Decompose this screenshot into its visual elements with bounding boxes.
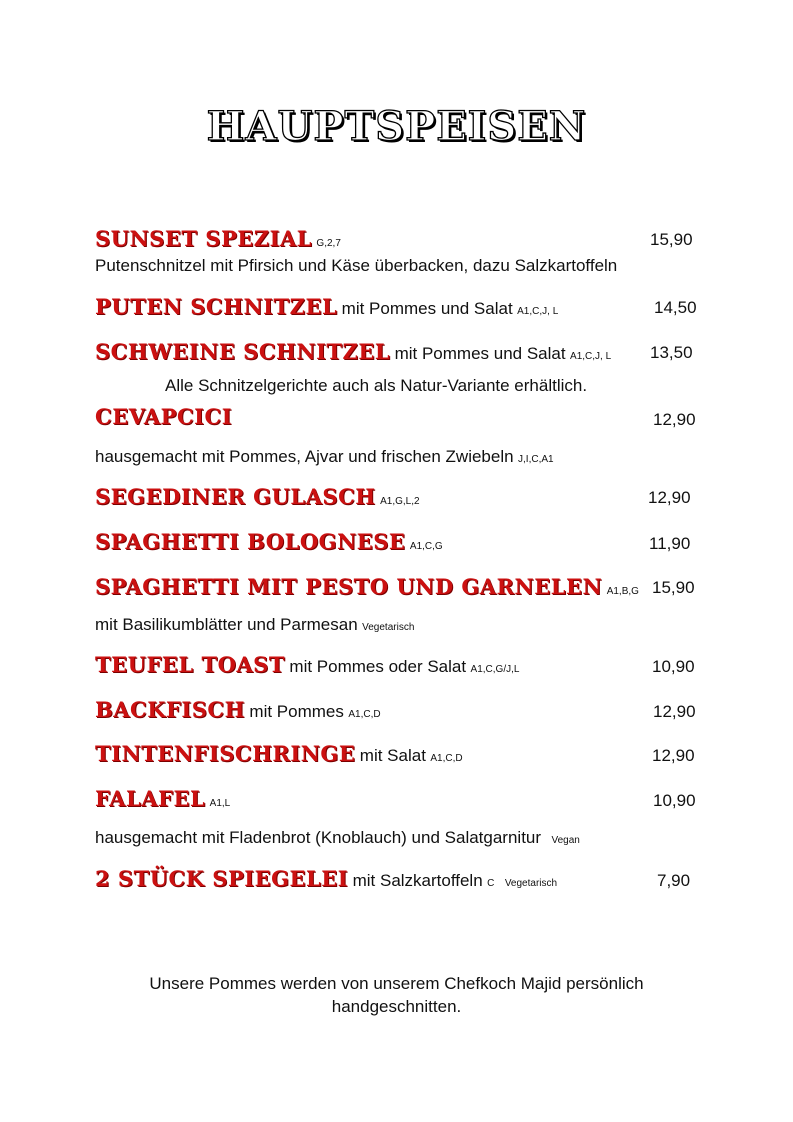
menu-item-puten-schnitzel: [95, 294, 558, 319]
dish-price: 10,90: [652, 657, 695, 676]
dish-side: mit Pommes und Salat: [394, 344, 566, 363]
allergen-codes: A1,C,J, L: [570, 351, 612, 362]
allergen-codes: A1,C,G/J,L: [470, 664, 520, 675]
dish-side: mit Salat: [359, 746, 426, 765]
menu-item-spaghetti-pesto-garnelen: [95, 574, 639, 599]
allergen-codes: A1,L: [209, 798, 231, 809]
dish-name: SUNSET SPEZIAL: [95, 226, 312, 251]
dish-price: 12,90: [652, 746, 695, 765]
allergen-codes: A1,C,D: [430, 753, 463, 764]
menu-item-falafel: [95, 786, 230, 811]
dish-name: SCHWEINE SCHNITZEL: [95, 339, 391, 364]
menu-item-teufel-toast: [95, 652, 519, 677]
allergen-codes: A1,C,J, L: [517, 306, 559, 317]
menu-item-sunset-spezial: [95, 226, 341, 251]
dish-price: 14,50: [654, 298, 697, 317]
dish-price: 12,90: [653, 702, 696, 721]
dish-description-row: [95, 447, 554, 467]
dish-name: TINTENFISCHRINGE: [95, 741, 356, 766]
dish-description: hausgemacht mit Pommes, Ajvar und frischen Zwiebeln: [95, 447, 514, 466]
dish-name: SEGEDINER GULASCH: [95, 484, 376, 509]
footer-line-2: handgeschnitten.: [331, 997, 462, 1016]
dish-description: hausgemacht mit Fladenbrot (Knoblauch) und Salatgarnitur: [95, 828, 542, 847]
footer-line-1: Unsere Pommes werden von unserem Chefkoch Majid persönlich: [149, 974, 644, 993]
dish-price: 13,50: [650, 343, 693, 362]
allergen-codes: G,2,7: [316, 238, 341, 249]
menu-item-spaghetti-bolognese: [95, 529, 443, 554]
dish-description-row: [95, 615, 414, 635]
dish-side: mit Salzkartoffeln: [352, 871, 483, 890]
allergen-codes: A1,B,G: [606, 586, 639, 597]
menu-item-backfisch: [95, 697, 381, 722]
dish-price: 12,90: [648, 488, 691, 507]
dish-name: PUTEN SCHNITZEL: [95, 294, 338, 319]
footer-note: [0, 972, 793, 1018]
allergen-codes: C: [487, 878, 495, 889]
dish-name: FALAFEL: [95, 786, 206, 811]
allergen-codes: J,I,C,A1: [518, 454, 554, 465]
dish-description: mit Basilikumblätter und Parmesan: [95, 615, 358, 634]
dish-description-row: [95, 828, 580, 848]
dish-name: CEVAPCICI: [95, 404, 233, 429]
allergen-codes: A1,C,G: [409, 541, 443, 552]
diet-tag: Vegetarisch: [504, 878, 558, 889]
menu-item-segediner-gulasch: [95, 484, 420, 509]
diet-tag: Vegan: [551, 835, 580, 846]
dish-price: 10,90: [653, 791, 696, 810]
diet-tag: Vegetarisch: [362, 622, 415, 633]
schnitzel-note: Alle Schnitzelgerichte auch als Natur-Variante erhältlich.: [165, 376, 588, 395]
dish-side: mit Pommes und Salat: [341, 299, 513, 318]
menu-item-spiegelei: [95, 866, 557, 891]
dish-name: BACKFISCH: [95, 697, 245, 722]
page-title: HAUPTSPEISEN: [206, 103, 587, 150]
allergen-codes: A1,C,D: [348, 709, 381, 720]
dish-price: 15,90: [650, 230, 693, 249]
dish-price: 7,90: [657, 871, 691, 890]
dish-name: SPAGHETTI MIT PESTO UND GARNELEN: [95, 574, 603, 599]
dish-name: 2 STÜCK SPIEGELEI: [95, 866, 349, 891]
menu-item-schweine-schnitzel: [95, 339, 611, 364]
dish-side: mit Pommes oder Salat: [289, 657, 467, 676]
menu-item-cevapcici: [95, 404, 232, 429]
allergen-codes: A1,G,L,2: [380, 496, 420, 507]
dish-price: 15,90: [652, 578, 695, 597]
dish-description: Putenschnitzel mit Pfirsich und Käse überbacken, dazu Salzkartoffeln: [95, 256, 618, 275]
dish-price: 11,90: [649, 534, 691, 553]
dish-side: mit Pommes: [249, 702, 344, 721]
dish-name: SPAGHETTI BOLOGNESE: [95, 529, 406, 554]
dish-price: 12,90: [653, 410, 696, 429]
menu-item-tintenfischringe: [95, 741, 463, 766]
dish-name: TEUFEL TOAST: [95, 652, 285, 677]
